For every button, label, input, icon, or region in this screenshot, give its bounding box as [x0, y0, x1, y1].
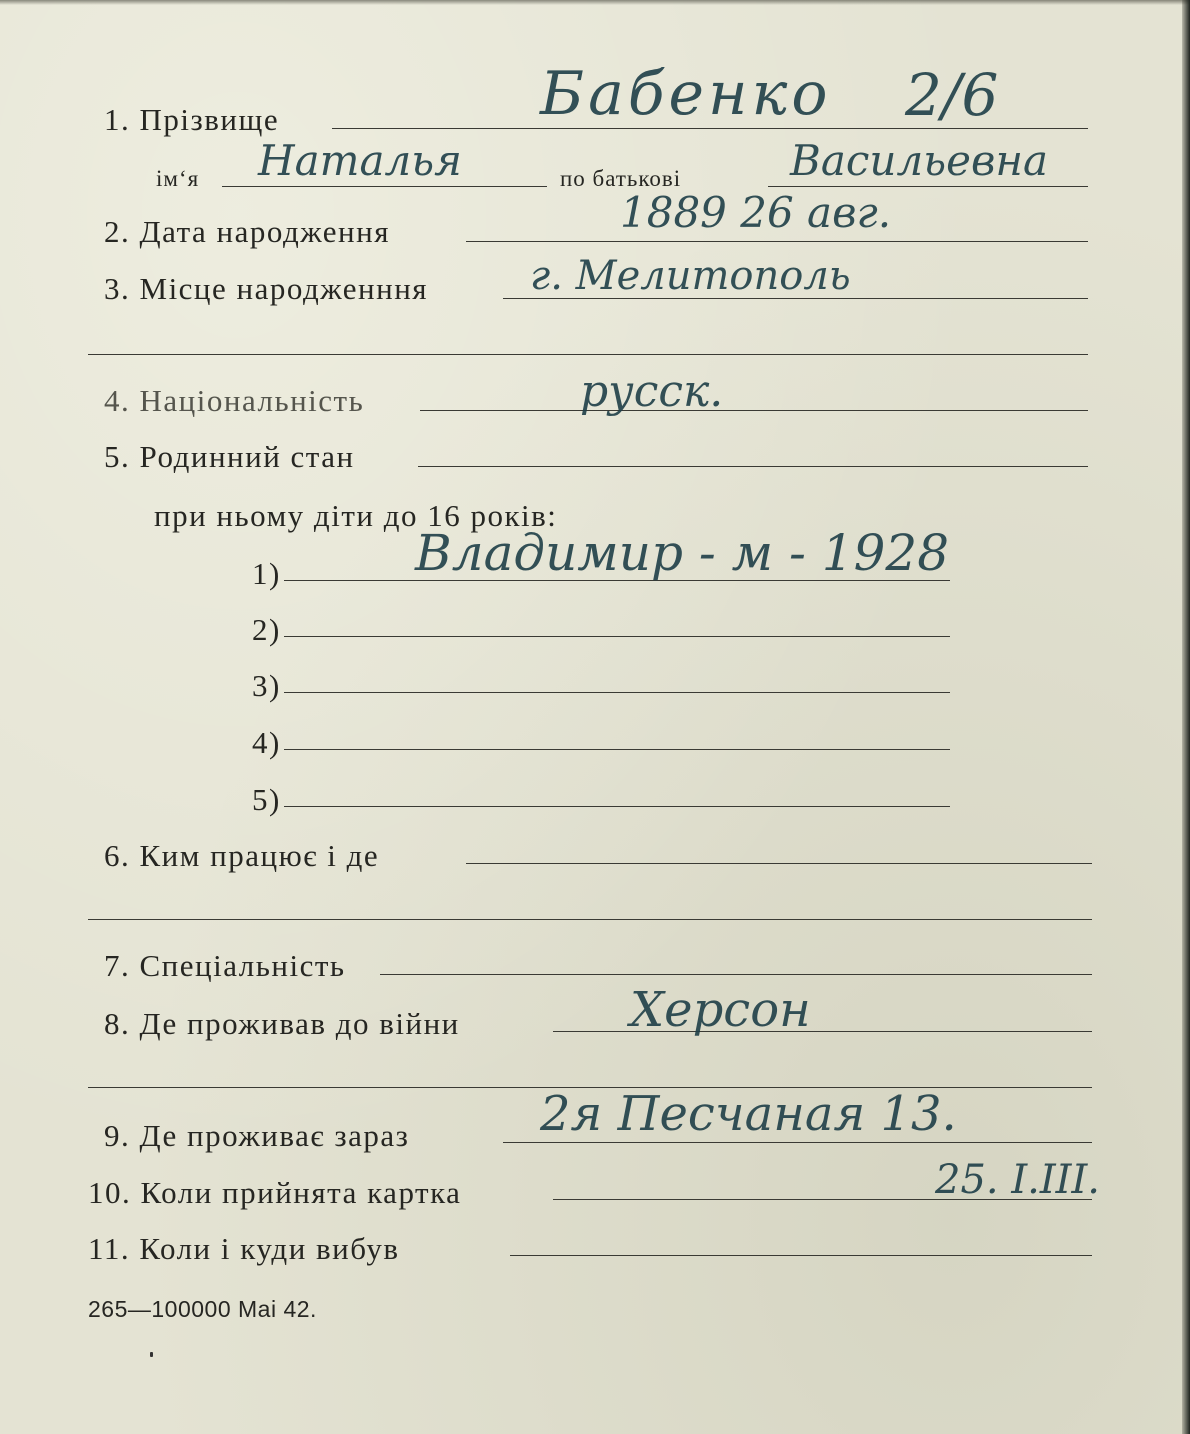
- nationality-handwritten: русск.: [580, 366, 724, 417]
- prewar-residence-label: 8. Де проживав до війни: [104, 1006, 460, 1041]
- specialty-line: [380, 974, 1092, 975]
- child-3-number: 3): [252, 668, 281, 703]
- ink-speck: [150, 1352, 153, 1357]
- departure-label: 11. Коли і куди вибув: [88, 1231, 400, 1266]
- child-2-line: [284, 636, 950, 637]
- card-accepted-handwritten: 25. I.III.: [935, 1157, 1100, 1203]
- first-name-label: ім‘я: [156, 166, 200, 191]
- child-1-handwritten: Владимир - м - 1928: [415, 524, 950, 582]
- paper-edge-right: [1182, 0, 1190, 1434]
- child-4-number: 4): [252, 725, 281, 760]
- first-name-line: [222, 186, 547, 187]
- birth-place-label: 3. Місце народженння: [104, 271, 429, 306]
- birth-place-extra-line: [88, 354, 1088, 355]
- marital-status-label: 5. Родинний стан: [104, 439, 355, 474]
- birth-date-label: 2. Дата народження: [104, 214, 390, 249]
- child-4-line: [284, 749, 950, 750]
- card-accepted-label: 10. Коли прийнята картка: [88, 1175, 462, 1210]
- current-residence-line: [503, 1142, 1092, 1143]
- marital-status-line: [418, 466, 1088, 467]
- specialty-label: 7. Спеціальність: [104, 948, 346, 983]
- current-residence-label: 9. Де проживає зараз: [104, 1118, 410, 1153]
- patronymic-line: [768, 186, 1088, 187]
- print-code: 265—100000 Mai 42.: [88, 1296, 317, 1322]
- departure-line: [510, 1255, 1092, 1256]
- surname-handwritten: Бабенко: [540, 59, 832, 129]
- child-5-line: [284, 806, 950, 807]
- surname-label: 1. Прізвище: [104, 102, 280, 137]
- occupation-extra-line: [88, 919, 1092, 920]
- card-number-handwritten: 2/6: [905, 61, 999, 129]
- birth-date-line: [466, 241, 1088, 242]
- occupation-line: [466, 863, 1092, 864]
- nationality-label: 4. Національність: [104, 383, 365, 418]
- child-5-number: 5): [252, 782, 281, 817]
- patronymic-handwritten: Васильевна: [790, 136, 1049, 185]
- birth-date-handwritten: 1889 26 авг.: [620, 188, 892, 237]
- child-3-line: [284, 692, 950, 693]
- child-2-number: 2): [252, 612, 281, 647]
- prewar-residence-handwritten: Херсон: [630, 982, 811, 1038]
- paper-shadow-top: [0, 0, 1190, 5]
- birth-place-handwritten: г. Мелитополь: [530, 253, 851, 299]
- occupation-label: 6. Ким працює і де: [104, 838, 380, 873]
- children-label: при ньому діти до 16 років:: [154, 498, 558, 533]
- child-1-number: 1): [252, 556, 281, 591]
- nationality-line: [420, 410, 1088, 411]
- first-name-handwritten: Наталья: [258, 136, 462, 185]
- patronymic-label: по батькові: [560, 166, 682, 191]
- current-residence-handwritten: 2я Песчаная 13.: [540, 1086, 957, 1142]
